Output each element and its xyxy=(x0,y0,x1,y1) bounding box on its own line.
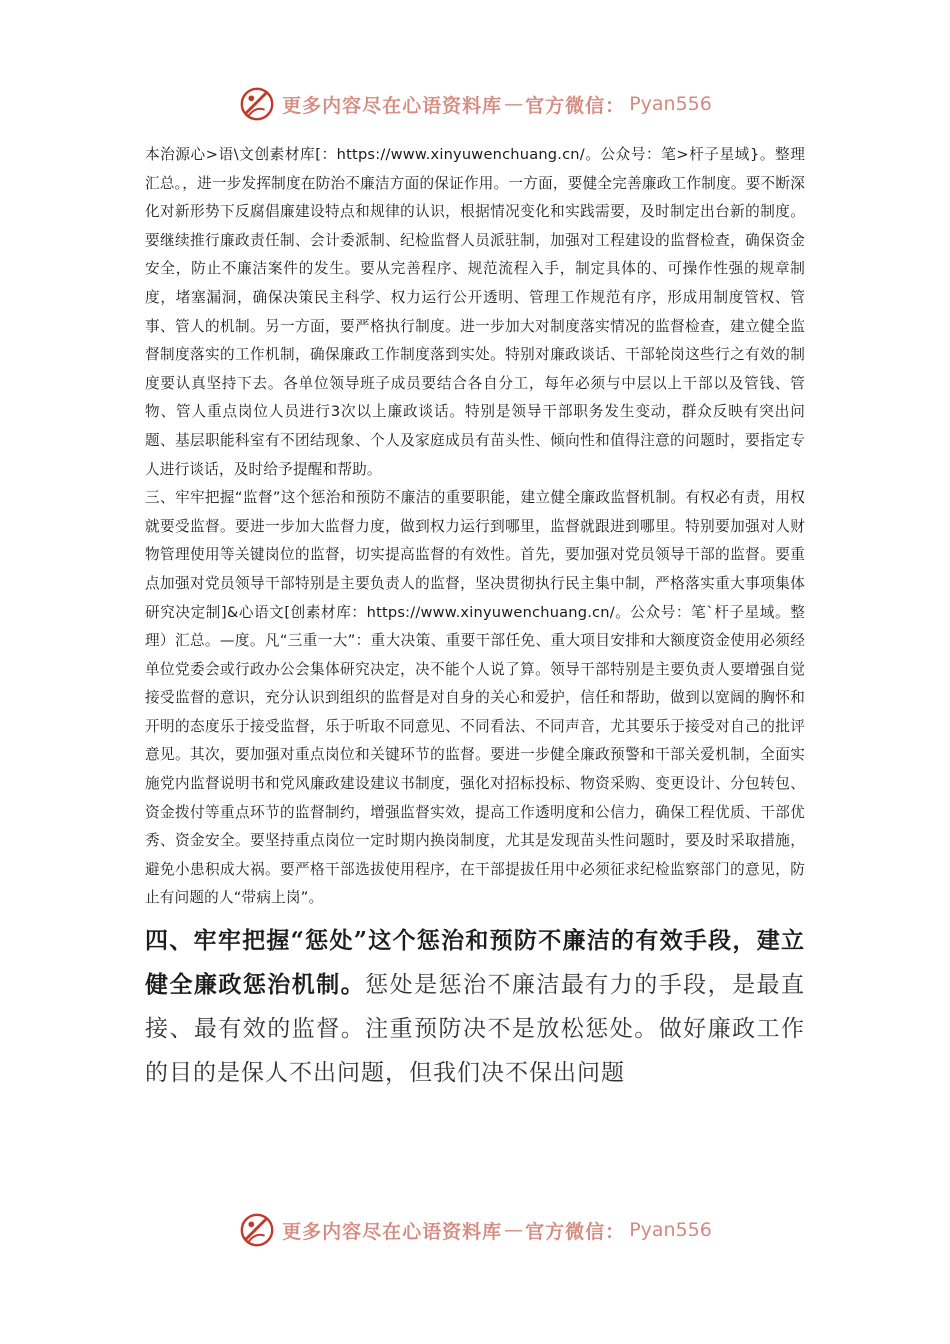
section-four xyxy=(145,919,805,1095)
section-four-heading: 四、牢牢把握“惩处”这个惩治和预防不廉洁的有效手段，建立健全廉政惩治机制。 xyxy=(145,927,805,999)
paragraph: 三、牢牢把握“监督”这个惩治和预防不廉洁的重要职能，建立健全廉政监督机制。有权必有责，用权就要受监督。要进一步加大监督力度，做到权力运行到哪里，监督就跟进到哪里。特别要加强对人财物管理使用等关键岗位的监督，切实提高监督的有效性。首先，要加强对党员领导干部的监督。要重点加强对党员领导干部特别是主要负责人的监督，坚决贯彻执行民主集中制，严格落实重大事项集体研究决定制]&心语文[创素材库：https://www.xinyuwenchuang.cn/。公众号：笔`杆子星域。整理）汇总。—度。凡“三重一大”：重大决策、重要干部任免、重大项目安排和大额度资金使用必须经单位党委会或行政办公会集体研究决定，决不能个人说了算。领导干部特别是主要负责人要增强自觉接受监督的意识，充分认识到组织的监督是对自身的关心和爱护，信任和帮助，做到以宽阔的胸怀和开明的态度乐于接受监督，乐于听取不同意见、不同看法、不同声音，尤其要乐于接受对自己的批评意见。其次，要加强对重点岗位和关键环节的监督。要进一步健全廉政预警和干部关爱机制，全面实施党内监督说明书和党风廉政建设建议书制度，强化对招标投标、物资采购、变更设计、分包转包、资金拨付等重点环节的监督制约，增强监督实效，提高工作透明度和公信力，确保工程优质、干部优秀、资金安全。要坚持重点岗位一定时期内换岗制度，尤其是发现苗头性问题时，要及时采取措施，避免小患积成大祸。要严格干部选拔使用程序，在干部提拔任用中必须征求纪检监察部门的意见，防止有问题的人“带病上岗”。 xyxy=(145,489,805,907)
banner-wechat-id: Pyan556 xyxy=(629,93,712,115)
footer-banner xyxy=(0,1208,950,1252)
banner-main-text: 更多内容尽在心语资料库 xyxy=(282,94,503,117)
banner-separator: — xyxy=(504,93,524,115)
banner-official-text: 官方微信： xyxy=(525,94,626,117)
banner-wechat-id: Pyan556 xyxy=(629,1219,712,1241)
banner-main-text: 更多内容尽在心语资料库 xyxy=(282,1220,503,1243)
document-body xyxy=(145,141,805,1095)
banner-separator: — xyxy=(504,1219,524,1241)
paragraph: 本治源心>语\文创素材库[：https://www.xinyuwenchuang.cn/。公众号：笔>杆子星域}。整理汇总。，进一步发挥制度在防治不廉洁方面的保证作用。一方面，要健全完善廉政工作制度。要不断深化对新形势下反腐倡廉建设特点和规律的认识，根据情况变化和实践需要，及时制定出台新的制度。要继续推行廉政责任制、会计委派制、纪检监督人员派驻制，加强对工程建设的监督检查，确保资金安全，防止不廉洁案件的发生。要从完善程序、规范流程入手，制定具体的、可操作性强的规章制度，堵塞漏洞，确保决策民主科学、权力运行公开透明、管理工作规范有序，形成用制度管权、管事、管人的机制。另一方面，要严格执行制度。进一步加大对制度落实情况的监督检查，建立健全监督制度落实的工作机制，确保廉政工作制度落到实处。特别对廉政谈话、干部轮岗这些行之有效的制度要认真坚持下去。各单位领导班子成员要结合各自分工，每年必须与中层以上干部以及管钱、管物、管人重点岗位人员进行3次以上廉政谈话。特别是领导干部职务发生变动，群众反映有突出问题、基层职能科室有不团结现象、个人及家庭成员有苗头性、倾向性和值得注意的问题时，要指定专人进行谈话，及时给予提醒和帮助。 xyxy=(145,146,805,478)
header-banner xyxy=(0,82,950,126)
pen-logo-icon xyxy=(238,1211,276,1249)
section-four-text: 惩处是惩治不廉洁最有力的手段，是最直接、最有效的监督。注重预防决不是放松惩处。做好廉政工作的目的是保人不出问题，但我们决不保出问题 xyxy=(145,972,806,1087)
banner-official-text: 官方微信： xyxy=(525,1220,626,1243)
pen-logo-icon xyxy=(238,85,276,123)
